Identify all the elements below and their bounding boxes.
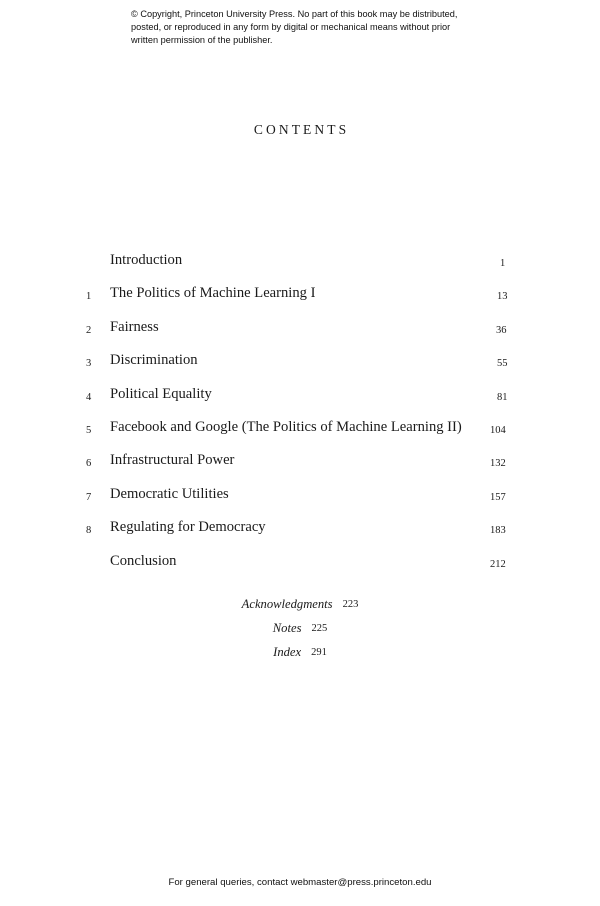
toc-entry-number: 5 (86, 424, 92, 436)
toc-entry-number: 3 (86, 358, 92, 370)
table-of-contents (0, 252, 600, 586)
toc-entry-title[interactable]: Facebook and Google (The Politics of Machine Learning II) (110, 418, 462, 435)
toc-entry-page: 36 (496, 324, 507, 336)
toc-entry[interactable] (0, 519, 600, 552)
backmatter-entry[interactable] (0, 597, 600, 621)
backmatter-entry-label[interactable]: Index (273, 645, 302, 660)
toc-entry-title[interactable]: Conclusion (110, 552, 177, 569)
toc-entry-page: 104 (490, 424, 506, 436)
toc-entry-title[interactable]: The Politics of Machine Learning I (110, 285, 316, 302)
toc-entry-title[interactable]: Discrimination (110, 352, 198, 369)
toc-entry[interactable] (0, 285, 600, 318)
backmatter-entry[interactable] (0, 621, 600, 645)
page-title: CONTENTS (253, 122, 350, 137)
toc-entry-page: 183 (490, 525, 506, 537)
toc-entry-number: 1 (86, 291, 92, 303)
toc-entry-page: 157 (490, 491, 506, 503)
toc-entry-number: 2 (86, 324, 92, 336)
toc-entry[interactable] (0, 352, 600, 385)
toc-entry[interactable] (0, 452, 600, 485)
backmatter-entry-label[interactable]: Acknowledgments (241, 597, 333, 611)
toc-entry[interactable] (0, 319, 600, 352)
toc-entry-page: 1 (500, 258, 506, 269)
toc-entry[interactable] (0, 252, 600, 285)
backmatter-entry-page: 291 (311, 647, 327, 659)
backmatter-entry[interactable] (0, 645, 600, 669)
backmatter-entry-page: 223 (342, 599, 359, 610)
toc-entry-title[interactable]: Democratic Utilities (110, 485, 229, 502)
copyright-notice: © Copyright, Princeton University Press. No part of this book may be distributed, posted, or reproduced in any form by digital or mechanical means without prior written permission of the publisher. (131, 9, 458, 46)
toc-entry[interactable] (0, 486, 600, 519)
toc-entry-page: 212 (490, 558, 506, 570)
toc-entry-title[interactable]: Fairness (110, 318, 159, 335)
toc-entry[interactable] (0, 386, 600, 419)
toc-entry-title[interactable]: Regulating for Democracy (110, 519, 266, 536)
toc-entry-title[interactable]: Infrastructural Power (110, 452, 235, 469)
toc-entry-number: 6 (86, 458, 92, 470)
toc-entry-title[interactable]: Political Equality (110, 385, 212, 402)
toc-entry-page: 81 (497, 391, 508, 403)
toc-entry-page: 13 (497, 291, 508, 303)
toc-entry-title[interactable]: Introduction (110, 252, 183, 268)
toc-entry-number: 7 (86, 491, 92, 503)
footer-note: For general queries, contact webmaster@press.princeton.edu (168, 877, 432, 888)
toc-entry[interactable] (0, 419, 600, 452)
toc-entry-page: 132 (490, 458, 506, 470)
toc-entry[interactable] (0, 553, 600, 586)
backmatter-list (0, 597, 600, 670)
toc-entry-number: 4 (86, 391, 92, 403)
toc-entry-page: 55 (497, 358, 508, 370)
toc-entry-number: 8 (86, 525, 92, 537)
backmatter-entry-page: 225 (311, 623, 328, 635)
backmatter-entry-label[interactable]: Notes (272, 621, 302, 636)
